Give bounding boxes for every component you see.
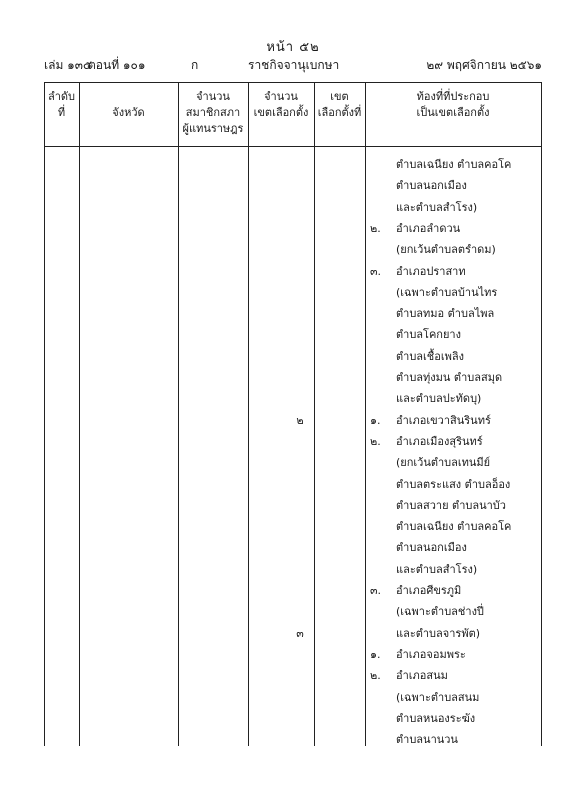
area-item-text: ตำบลหนองระฆัง <box>396 711 476 725</box>
area-item-text: ตำบลเฉนียง ตำบลคอโค <box>396 158 512 171</box>
area-item-text: (เฉพาะตำบลสนม <box>396 690 480 704</box>
gazette-title: ราชกิจจานุเบกษา <box>248 58 340 72</box>
table-border <box>44 83 45 746</box>
area-item-number: ๓. <box>370 584 382 597</box>
area-item-text: และตำบลปะทัดบุ) <box>396 392 482 406</box>
section-label: ก <box>191 58 199 72</box>
area-item-text: ตำบลทุ่งมน ตำบลสมุด <box>396 371 503 384</box>
area-item-number: ๒. <box>370 221 381 235</box>
header-divider <box>44 146 542 147</box>
constituency-table <box>44 82 542 746</box>
area-item-number: ๒. <box>370 434 381 448</box>
header-district-number: เขต เลือกตั้งที่ <box>317 90 362 119</box>
volume-label: เล่ม ๑๓๕ <box>44 58 93 72</box>
area-item-text: และตำบลสำโรง) <box>396 200 478 214</box>
column-divider <box>178 83 179 746</box>
area-item-text: อำเภอเขวาสินรินทร์ <box>396 413 491 427</box>
area-item-number: ๑. <box>370 647 381 661</box>
area-item-text: และตำบลสำโรง) <box>396 562 478 576</box>
area-item-text: ตำบลตระแสง ตำบลอ็อง <box>396 477 511 491</box>
district-number: ๓ <box>296 626 304 640</box>
header-province: จังหวัด <box>112 106 145 119</box>
area-item-text: ตำบลนานวน <box>396 733 458 747</box>
area-item-text: อำเภอสนม <box>396 669 448 683</box>
area-item-text: (ยกเว้นตำบลตรำดม) <box>396 243 496 257</box>
area-item-text: ตำบลเฉนียง ตำบลคอโค <box>396 520 512 534</box>
area-item-text: อำเภอลำดวน <box>396 221 461 235</box>
area-item-text: อำเภอปราสาท <box>396 264 466 278</box>
area-item-text: ตำบลทมอ ตำบลไพล <box>396 307 495 321</box>
column-divider <box>79 83 80 746</box>
column-divider <box>365 83 366 746</box>
area-item-text: ตำบลสวาย ตำบลนาบัว <box>396 498 506 512</box>
area-item-text: อำเภอจอมพระ <box>396 647 466 661</box>
area-item-number: ๒. <box>370 669 381 683</box>
area-item-text: ตำบลโคกยาง <box>396 328 461 342</box>
area-item-number: ๓. <box>370 264 382 278</box>
area-item-text: อำเภอศีขรภูมิ <box>396 584 462 597</box>
district-number: ๒ <box>296 413 304 427</box>
area-item-text: (เฉพาะตำบลบ้านไทร <box>396 285 498 299</box>
area-item-text: อำเภอเมืองสุรินทร์ <box>396 434 483 448</box>
issue-date: ๒๙ พฤศจิกายน ๒๕๖๑ <box>426 58 542 72</box>
area-item-text: (เฉพาะตำบลช่างปี่ <box>396 605 484 619</box>
header-areas: ท้องที่ที่ประกอบ เป็นเขตเลือกตั้ง <box>416 90 490 119</box>
area-item-number: ๑. <box>370 413 381 427</box>
area-item-text: (ยกเว้นตำบลเทนมีย์ <box>396 456 491 470</box>
issue-label: ตอนที่ ๑๐๑ <box>88 58 146 72</box>
page-number: หน้า ๕๒ <box>266 40 320 55</box>
column-divider <box>248 83 249 746</box>
header-order: ลำดับ ที่ <box>47 90 76 119</box>
area-item-text: ตำบลเชื้อเพลิง <box>396 349 464 363</box>
area-item-text: และตำบลจารพัต) <box>396 626 480 640</box>
area-item-text: ตำบลนอกเมือง <box>396 179 467 193</box>
gazette-header <box>44 56 542 72</box>
header-mp-count: จำนวน สมาชิกสภา ผู้แทนราษฎร <box>182 90 244 135</box>
table-border <box>541 83 542 746</box>
area-item-text: ตำบลนอกเมือง <box>396 541 467 555</box>
header-district-count: จำนวน เขตเลือกตั้ง <box>253 90 309 119</box>
